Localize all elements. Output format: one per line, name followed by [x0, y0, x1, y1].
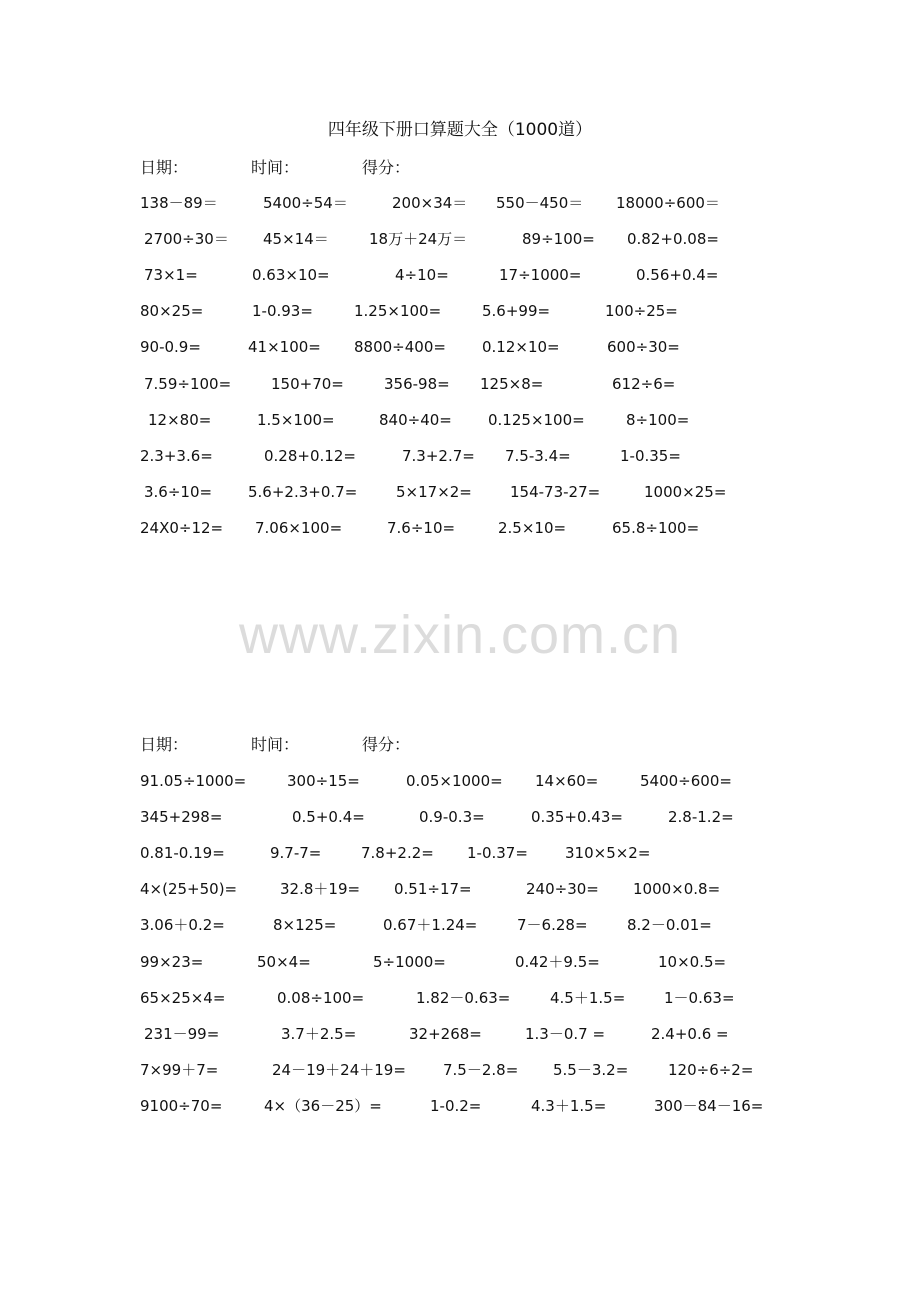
problem-item: 7－6.28=: [517, 916, 588, 935]
problem-item: 0.08÷100=: [277, 988, 365, 1007]
problem-item: 0.81-0.19=: [140, 844, 225, 863]
problem-row: [0, 1022, 920, 1046]
page-title: 四年级下册口算题大全（1000道）: [327, 120, 593, 140]
problem-item: 4×(25+50)=: [140, 880, 238, 899]
date-label: 日期：: [140, 735, 189, 754]
problem-item: 0.42＋9.5=: [515, 952, 600, 971]
problem-item: 0.5+0.4=: [292, 808, 365, 827]
problem-row: [0, 769, 920, 793]
problem-row: [0, 1094, 920, 1118]
problem-item: 3.06＋0.2=: [140, 916, 225, 935]
problem-item: 5400÷54＝: [263, 194, 348, 212]
problem-item: 10×0.5=: [658, 952, 727, 971]
time-label: 时间：: [251, 735, 300, 754]
problem-item: 0.56+0.4=: [636, 266, 719, 285]
problem-item: 8÷100=: [626, 410, 690, 429]
problem-item: 65.8÷100=: [612, 518, 700, 537]
time-label: 时间：: [251, 158, 300, 177]
problem-row: [0, 191, 920, 215]
problem-item: 24－19＋24＋19=: [272, 1060, 406, 1079]
problem-item: 90-0.9=: [140, 338, 201, 357]
problem-item: 356-98=: [384, 374, 450, 393]
problem-row: [0, 227, 920, 251]
problem-item: 5400÷600=: [640, 772, 732, 790]
problem-item: 0.35+0.43=: [531, 808, 623, 827]
problem-item: 7×99＋7=: [140, 1060, 219, 1079]
problem-row: [0, 877, 920, 901]
problem-item: 1000×25=: [644, 482, 727, 501]
problem-item: 612÷6=: [612, 374, 676, 393]
problem-item: 600÷30=: [607, 338, 680, 357]
problem-item: 24X0÷12=: [140, 518, 224, 537]
problem-item: 18000÷600＝: [616, 194, 720, 212]
problem-item: 32.8＋19=: [280, 880, 361, 899]
problem-row: [0, 372, 920, 396]
problem-item: 1000×0.8=: [633, 880, 721, 899]
problem-item: 1.5×100=: [257, 410, 335, 429]
problem-row: [0, 335, 920, 359]
problem-item: 154-73-27=: [510, 482, 601, 501]
problem-item: 5÷1000=: [373, 952, 446, 971]
problem-row: [0, 480, 920, 504]
problem-row: [0, 299, 920, 323]
score-label: 得分：: [362, 158, 411, 177]
problem-item: 32+268=: [409, 1024, 482, 1043]
problem-item: 1-0.37=: [467, 844, 528, 863]
problem-item: 2.8-1.2=: [668, 808, 734, 827]
problem-row: [0, 263, 920, 287]
problem-item: 7.59÷100=: [144, 374, 232, 393]
problem-item: 1-0.93=: [252, 302, 313, 321]
problem-item: 100÷25=: [605, 302, 678, 321]
problem-item: 45×14＝: [263, 230, 329, 249]
problem-item: 125×8=: [480, 374, 544, 393]
problem-item: 7.5－2.8=: [443, 1060, 519, 1079]
problem-item: 7.5-3.4=: [505, 446, 571, 465]
problem-item: 2.3+3.6=: [140, 446, 213, 465]
problem-row: [0, 1058, 920, 1082]
problem-item: 1-0.35=: [620, 446, 681, 465]
problem-item: 0.9-0.3=: [419, 808, 485, 827]
problem-item: 12×80=: [148, 410, 212, 429]
problem-row: [0, 841, 920, 865]
problem-item: 0.125×100=: [488, 410, 585, 429]
problem-item: 73×1=: [144, 266, 198, 285]
problem-item: 0.05×1000=: [406, 772, 503, 790]
problem-item: 91.05÷1000=: [140, 772, 247, 790]
problem-item: 1-0.2=: [430, 1096, 482, 1115]
problem-row: [0, 444, 920, 468]
problem-item: 8.2－0.01=: [627, 916, 712, 935]
problem-item: 300－84－16=: [654, 1096, 764, 1115]
problem-item: 2.4+0.6 =: [651, 1024, 729, 1043]
problem-item: 2.5×10=: [498, 518, 567, 537]
problem-item: 7.06×100=: [255, 518, 343, 537]
problem-item: 1.25×100=: [354, 302, 442, 321]
problem-item: 0.51÷17=: [394, 880, 472, 899]
problem-item: 7.3+2.7=: [402, 446, 475, 465]
problem-item: 65×25×4=: [140, 988, 226, 1007]
problem-item: 150+70=: [271, 374, 344, 393]
problem-item: 3.6÷10=: [144, 482, 213, 501]
problem-item: 0.82+0.08=: [627, 230, 719, 249]
problem-item: 3.7＋2.5=: [281, 1024, 357, 1043]
problem-item: 17÷1000=: [499, 266, 582, 285]
problem-item: 138－89＝: [140, 194, 218, 212]
problem-item: 5.6+99=: [482, 302, 551, 321]
problem-row: [0, 950, 920, 974]
problem-item: 240÷30=: [526, 880, 599, 899]
problem-item: 4.5＋1.5=: [550, 988, 626, 1007]
problem-item: 200×34＝: [392, 194, 468, 212]
problem-item: 0.63×10=: [252, 266, 330, 285]
problem-row: [0, 408, 920, 432]
problem-item: 9.7-7=: [270, 844, 322, 863]
problem-item: 41×100=: [248, 338, 321, 357]
problem-item: 89÷100=: [522, 230, 595, 249]
problem-item: 0.28+0.12=: [264, 446, 356, 465]
date-label: 日期：: [140, 158, 189, 177]
problem-item: 345+298=: [140, 808, 223, 827]
problem-item: 7.6÷10=: [387, 518, 456, 537]
problem-item: 231－99=: [144, 1024, 220, 1043]
problem-item: 0.67＋1.24=: [383, 916, 478, 935]
problem-item: 5.5－3.2=: [553, 1060, 629, 1079]
problem-item: 5×17×2=: [396, 482, 472, 501]
problem-item: 300÷15=: [287, 772, 360, 790]
problem-item: 5.6+2.3+0.7=: [248, 482, 358, 501]
problem-item: 50×4=: [257, 952, 311, 971]
problem-row: [0, 986, 920, 1010]
problem-item: 18万＋24万＝: [369, 230, 468, 249]
problem-item: 80×25=: [140, 302, 204, 321]
problem-item: 4×（36－25）=: [264, 1096, 382, 1115]
problem-item: 310×5×2=: [565, 844, 651, 863]
problem-item: 4÷10=: [395, 266, 449, 285]
problem-item: 2700÷30＝: [144, 230, 229, 249]
problem-item: 1.3－0.7 =: [525, 1024, 606, 1043]
problem-item: 550－450＝: [496, 194, 584, 212]
problem-item: 8×125=: [273, 916, 337, 935]
problem-item: 7.8+2.2=: [361, 844, 434, 863]
problem-row: [0, 805, 920, 829]
problem-item: 1－0.63=: [664, 988, 735, 1007]
problem-item: 0.12×10=: [482, 338, 560, 357]
problem-row: [0, 913, 920, 937]
watermark: www.zixin.com.cn: [238, 605, 682, 665]
score-label: 得分：: [362, 735, 411, 754]
problem-item: 1.82－0.63=: [416, 988, 511, 1007]
problem-item: 99×23=: [140, 952, 204, 971]
problem-item: 4.3＋1.5=: [531, 1096, 607, 1115]
problem-item: 8800÷400=: [354, 338, 446, 357]
problem-item: 840÷40=: [379, 410, 452, 429]
problem-item: 14×60=: [535, 772, 599, 790]
problem-row: [0, 516, 920, 540]
problem-item: 9100÷70=: [140, 1096, 223, 1115]
problem-item: 120÷6÷2=: [668, 1060, 754, 1079]
